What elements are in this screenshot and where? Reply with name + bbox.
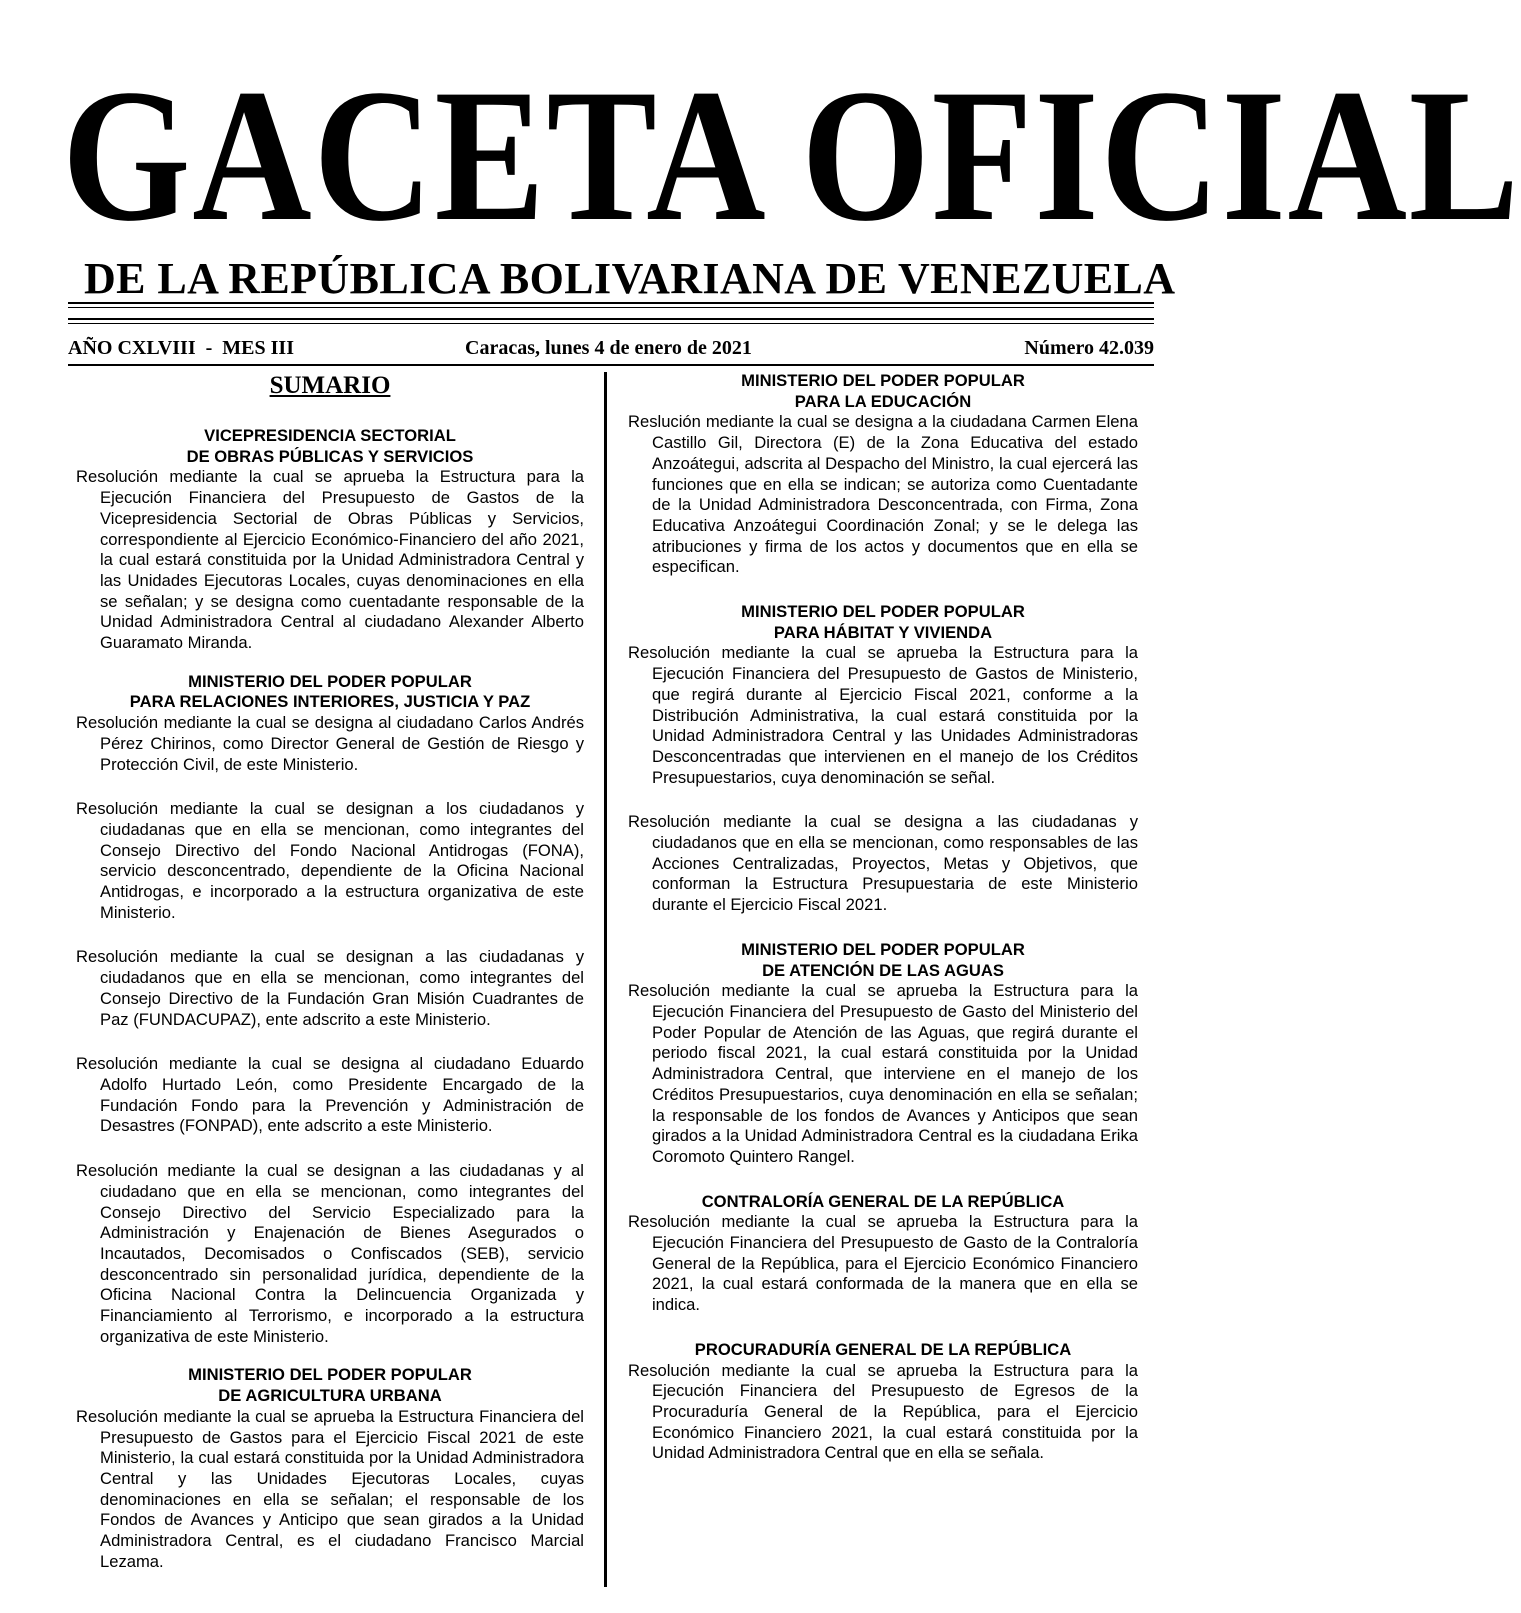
section-habitat-vivienda [628, 602, 1138, 916]
resolution-entry: Resolución mediante la cual se designan a las ciudadanas y ciudadanos que en ella se mencionan, como integrantes del Consejo Directivo de la Fundación Gran Misión Cuadrantes de Paz (FUNDACUPAZ), ente adscrito a este Ministerio. [76, 947, 584, 1029]
section-atencion-aguas [628, 940, 1138, 1168]
resolution-entry: Resolución mediante la cual se aprueba la Estructura para la Ejecución Financiera del Presupuesto de Gastos de la Vicepresidencia Sectorial de Obras Públicas y Servicios, correspondiente al Ejercicio Económico-Financiero del año 2021, la cual estará constituida por la Unidad Administradora Central y las Unidades Ejecutoras Locales, cuyas denominaciones en ella se señalan; y se designa como cuentadante responsable de la Unidad Administradora Central al ciudadano Alexander Alberto Guaramato Miranda. [76, 467, 584, 653]
resolution-entry: Resolución mediante la cual se designa a las ciudadanas y ciudadanos que en ella se mencionan, como responsables de las Acciones Centralizadas, Proyectos, Metas y Objetivos, que conforman la Estructura Presupuestaria de este Ministerio durante el Ejercicio Fiscal 2021. [628, 812, 1138, 915]
section-heading: MINISTERIO DEL PODER POPULAR [188, 671, 472, 691]
dateline-rule [68, 364, 1154, 366]
section-procuraduria [628, 1340, 1138, 1464]
resolution-entry: Resolución mediante la cual se aprueba la Estructura para la Ejecución Financiera del Presupuesto de Gasto del Ministerio del Poder Popular de Atención de las Aguas, que regirá durante el periodo fiscal 2021, la cual estará constituida por la Unidad Administradora Central, que interviene en el manejo de los Créditos Presupuestarios, cuya denominación en ella se señalan; la responsable de los fondos de Avances y Anticipos que sean girados a la Unidad Administradora Central es la ciudadana Erika Coromoto Quintero Rangel. [628, 981, 1138, 1166]
masthead-rule-bottom [68, 318, 1154, 324]
dateline-year-month: AÑO CXLVIII - MES III [68, 337, 294, 359]
masthead-title [62, 51, 1521, 261]
resolution-entry: Reslución mediante la cual se designa a la ciudadana Carmen Elena Castillo Gil, Directora (E) de la Zona Educativa del estado Anzoátegui, adscrita al Despacho del Ministro, la cual ejercerá las funciones que en ella se indican; se autoriza como Cuentadante de la Unidad Administradora Desconcentrada, con Firma, Zona Educativa Anzoátegui Coordinación Zonal; y se le delega las atribuciones y firma de los actos y documentos que en ella se especifican. [628, 412, 1138, 577]
section-obras-publicas [76, 426, 584, 654]
resolution-entry: Resolución mediante la cual se designa al ciudadano Eduardo Adolfo Hurtado León, como Presidente Encargado de la Fundación Fondo para la Prevención y Administración de Desastres (FONPAD), ente adscrito a este Ministerio. [76, 1054, 584, 1136]
resolution-entry: Resolución mediante la cual se aprueba la Estructura para la Ejecución Financiera del Presupuesto de Egresos de la Procuraduría General de la República, para el Ejercicio Económico Financiero 2021, la cual estará constituida por la Unidad Administradora Central que en ella se señala. [628, 1360, 1138, 1463]
section-heading: PARA RELACIONES INTERIORES, JUSTICIA Y PAZ [129, 692, 531, 712]
section-heading: MINISTERIO DEL PODER POPULAR [741, 371, 1025, 390]
section-heading: VICEPRESIDENCIA SECTORIAL [204, 426, 456, 445]
section-heading: MINISTERIO DEL PODER POPULAR [741, 939, 1025, 959]
section-heading: PARA HÁBITAT Y VIVIENDA [773, 622, 993, 642]
masthead-title-text: GACETA OFICIAL [62, 51, 1521, 261]
resolution-entry: Resolución mediante la cual se designan a los ciudadanos y ciudadanas que en ella se mencionan, como integrantes del Consejo Directivo del Fondo Nacional Antidrogas (FONA), servicio desconcentrado, dependiente de la Oficina Nacional Antidrogas, e incorporado a la estructura organizativa de este Ministerio. [76, 799, 584, 922]
resolution-entry: Resolución mediante la cual se designa al ciudadano Carlos Andrés Pérez Chirinos, como Director General de Gestión de Riesgo y Protección Civil, de este Ministerio. [76, 713, 584, 774]
resolution-entry: Resolución mediante la cual se aprueba la Estructura para la Ejecución Financiera del Presupuesto de Gastos de Ministerio, que regirá durante al Ejercicio Fiscal 2021, conforme a la Distribución Administrativa, la cual estará constituida por la Unidad Administradora Central y las Unidades Administradoras Desconcentradas que intervienen en el manejo de los Créditos Presupuestarios, cuya denominación se señal. [628, 643, 1138, 787]
section-relaciones-interiores [76, 672, 584, 1348]
section-heading: PARA LA EDUCACIÓN [794, 391, 972, 411]
section-agricultura-urbana [76, 1365, 584, 1572]
resolution-entry: Resolución mediante la cual se aprueba la Estructura para la Ejecución Financiera del Presupuesto de Gasto de la Contraloría General de la República, para el Ejercicio Económico Financiero 2021, la cual estará conformada de la manera que en ella se indica. [628, 1212, 1138, 1315]
section-educacion [628, 371, 1138, 578]
section-heading: MINISTERIO DEL PODER POPULAR [188, 1365, 472, 1385]
masthead-subtitle: DE LA REPÚBLICA BOLIVARIANA DE VENEZUELA [84, 254, 1176, 303]
dateline-issue-number: Número 42.039 [1024, 337, 1154, 359]
dateline-place-date: Caracas, lunes 4 de enero de 2021 [465, 337, 752, 359]
masthead-rule-top [68, 302, 1154, 308]
dateline [68, 333, 1154, 363]
summary-left-column [76, 371, 584, 1572]
column-divider [604, 372, 607, 1587]
resolution-entry: Resolución mediante la cual se designan a las ciudadanas y al ciudadano que en ella se mencionan, como integrantes del Consejo Directivo del Servicio Especializado para la Administración y Enajenación de Bienes Asegurados o Incautados, Decomisados o Confiscados (SEB), servicio desconcentrado sin personalidad jurídica, dependiente de la Oficina Nacional Contra la Delincuencia Organizada y Financiamiento al Terrorismo, e incorporado a la estructura organizativa de este Ministerio. [76, 1161, 584, 1346]
section-heading: PROCURADURÍA GENERAL DE LA REPÚBLICA [694, 1339, 1072, 1359]
section-heading: CONTRALORÍA GENERAL DE LA REPÚBLICA [701, 1191, 1065, 1211]
section-heading: DE ATENCIÓN DE LAS AGUAS [762, 960, 1004, 980]
section-heading: DE OBRAS PÚBLICAS Y SERVICIOS [186, 446, 474, 466]
resolution-entry: Resolución mediante la cual se aprueba la Estructura Financiera del Presupuesto de Gastos para el Ejercicio Fiscal 2021 de este Ministerio, la cual estará constituida por la Unidad Administradora Central y las Unidades Ejecutoras Locales, cuyas denominaciones en ella se señalan; el responsable de los Fondos de Avances y Anticipo que sean girados a la Unidad Administradora Central, es el ciudadano Francisco Marcial Lezama. [76, 1406, 584, 1571]
summary-title: SUMARIO [269, 372, 391, 399]
section-contraloria [628, 1192, 1138, 1316]
section-heading: DE AGRICULTURA URBANA [218, 1386, 442, 1406]
section-heading: MINISTERIO DEL PODER POPULAR [741, 602, 1025, 622]
summary-right-column [628, 371, 1138, 1464]
